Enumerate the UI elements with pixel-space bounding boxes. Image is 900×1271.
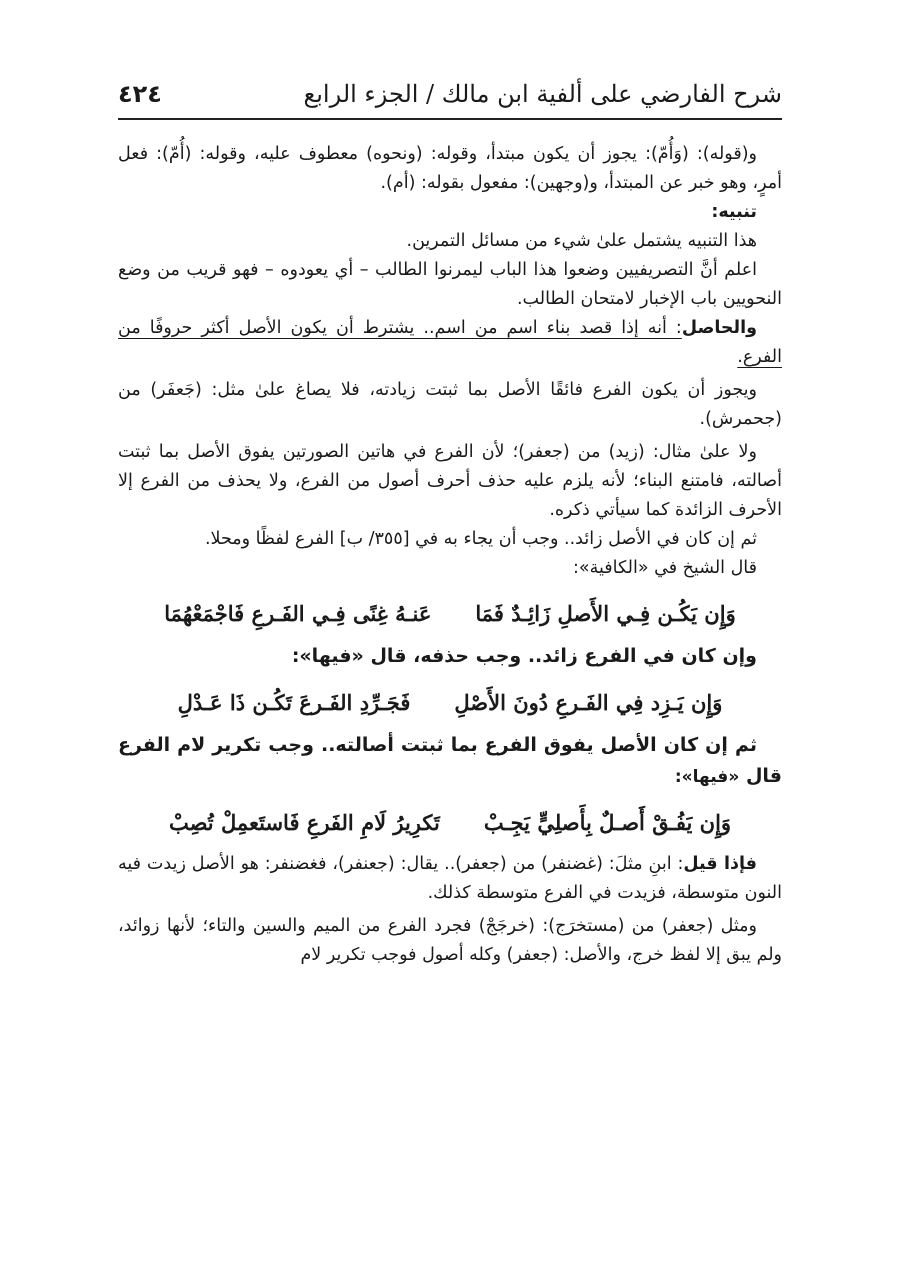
verse-1-second-hemistich: عَنـهُ غِنًى فِـي الفَـرعِ فَاجْمَعْهُمَا xyxy=(164,601,432,626)
paragraph-6: ويجوز أن يكون الفرع فائقًا الأصل بما ثبتت زيادته، فلا يصاغ علىٰ مثل: (جَعفَر) من (جحمرش). xyxy=(118,380,782,429)
paragraph-11-tail: «فيها»: xyxy=(674,767,740,787)
page-number: ٤٢٤ xyxy=(118,80,162,108)
verse-2-second-hemistich: فَجَـرِّدِ الفَـرعَ تَكُـن ذَا عَـدْلِ xyxy=(177,690,411,715)
summary-text: : أنه إذا قصد بناء اسم من اسم.. يشترط أن يكون الأصل أكثر حروفًا من الفرع. xyxy=(118,318,782,367)
note-heading: تنبيه: xyxy=(711,202,757,222)
verse-3-second-hemistich: تَكرِيرُ لَامِ الفَرعِ فَاستَعمِلْ تُصِبْ xyxy=(168,810,440,835)
verse-3-first-hemistich: وَإِن يَفُـقْ أَصـلٌ بِأَصلِيٍّ يَجِـبْ xyxy=(483,810,732,835)
summary-label: والحاصل xyxy=(681,318,757,338)
paragraph-5 xyxy=(118,314,782,372)
paragraph-11-main: ثم إن كان الأصل يفوق الفرع بما ثبتت أصالته.. وجب تكرير لام الفرع قال xyxy=(118,734,782,787)
page-body xyxy=(118,140,782,970)
paragraph-10: وإن كان في الفرع زائد.. وجب حذفه، قال «فيها»: xyxy=(291,645,757,667)
verse-2-first-hemistich: وَإِن يَـزِد فِي الفَـرعِ دُونَ الأَصْلِ xyxy=(454,690,723,715)
paragraph-12 xyxy=(118,850,782,908)
paragraph-7: ولا علىٰ مثال: (زيد) من (جعفر)؛ لأن الفرع في هاتين الصورتين يفوق الأصل بما ثبتت أصالته، فامتنع البناء؛ لأنه يلزم عليه حذف أحرف أصول من الفرع، ولا يحذف من الفرع إلا الأحرف الزائدة كما سيأتي ذكره. xyxy=(118,442,782,520)
paragraph-8: ثم إن كان في الأصل زائد.. وجب أن يجاء به في [٣٥٥/ ب] الفرع لفظًا ومحلا. xyxy=(204,529,757,549)
verse-2 xyxy=(118,686,782,720)
paragraph-11 xyxy=(118,730,782,792)
paragraph-12-text: : ابنِ مثلَ: (غضنفر) من (جعفر).. يقال: (جعنفر)، فغضنفر: هو الأصل زيدت فيه النون متوسطة، فزيدت في الفرع متوسطة كذلك. xyxy=(118,854,782,903)
if-said-label: فإذا قيل xyxy=(683,854,757,874)
verse-1-first-hemistich: وَإِن يَكُـن فِـي الأَصلِ زَائِـدٌ فَمَا xyxy=(475,601,736,626)
running-title: شرح الفارضي على ألفية ابن مالك / الجزء الرابع xyxy=(303,80,782,108)
paragraph-13: ومثل (جعفر) من (مستخرَج): (خرجَجْ) فجرد الفرع من الميم والسين والتاء؛ لأنها زوائد، ولم يبق إلا لفظ خرج، والأصل: (جعفر) وكله أصول فوجب تكرير لام xyxy=(118,916,782,965)
paragraph-3: هذا التنبيه يشتمل علىٰ شيء من مسائل التمرين. xyxy=(406,231,757,251)
verse-3 xyxy=(118,806,782,840)
page-header xyxy=(118,70,782,120)
paragraph-4: اعلم أنَّ التصريفيين وضعوا هذا الباب ليمرنوا الطالب – أي يعودوه – فهو قريب من وضع النحويين باب الإخبار لامتحان الطالب. xyxy=(118,260,782,309)
paragraph-9: قال الشيخ في «الكافية»: xyxy=(573,558,757,578)
paragraph-1: و(قوله): (وَأُمّ): يجوز أن يكون مبتدأ، وقوله: (ونحوه) معطوف عليه، وقوله: (أُمّ): فعل أمرٍ، وهو خبر عن المبتدأ، و(وجهين): مفعول بقوله: (أم). xyxy=(118,144,782,193)
verse-1 xyxy=(118,597,782,631)
